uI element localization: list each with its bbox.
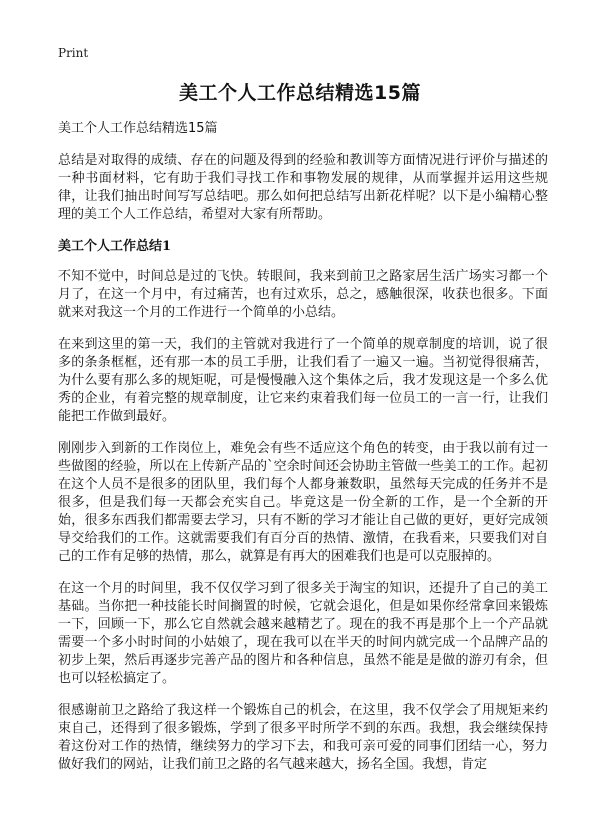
article-body bbox=[58, 120, 548, 788]
paragraph: 刚刚步入到新的工作岗位上，难免会有些不适应这个角色的转变，由于我以前有过一些做图的经验，所以在上传新产品的`空余时间还会协助主管做一些美工的工作。起初在这个人员不是很多的团队里，我们每个人都身兼数职，虽然每天完成的任务并不是很多，但是我们每一天都会充实自己。毕竟这是一份全新的工作，是一个全新的开始，很多东西我们都需要去学习，只有不断的学习才能让自己做的更好，更好完成领导交给我们的工作。这就需要我们有百分百的热情、激情，在我看来，只要我们对自己的工作有足够的热情，那么，就算是有再大的困难我们也是可以克服掉的。 bbox=[58, 441, 548, 564]
paragraph: 不知不觉中，时间总是过的飞快。转眼间，我来到前卫之路家居生活广场实习都一个月了，在这一个月中，有过痛苦，也有过欢乐，总之，感触很深，收获也很多。下面就来对我这一个月的工作进行一个简单的小总结。 bbox=[58, 269, 548, 320]
article-subtitle: 美工个人工作总结精选15篇 bbox=[58, 121, 218, 136]
page-title: 美工个人工作总结精选15篇 bbox=[179, 82, 421, 104]
paragraph: 很感谢前卫之路给了我这样一个锻炼自己的机会，在这里，我不仅学会了用规矩来约束自己，还得到了很多锻炼，学到了很多平时所学不到的东西。我想，我会继续保持着这份对工作的热情，继续努力的学习下去，和我可亲可爱的同事们团结一心，努力做好我们的网站，让我们前卫之路的名气越来越大，扬名全国。我想，肯定 bbox=[58, 703, 548, 772]
print-link[interactable]: Print bbox=[58, 46, 89, 60]
paragraph: 在这一个月的时间里，我不仅仅学习到了很多关于淘宝的知识，还提升了自己的美工基础。当你把一种技能长时间搁置的时候，它就会退化，但是如果你经常拿回来锻炼一下，回顾一下，那么它自然就会越来越精艺了。现在的我不再是那个上一个产品就需要一个多小时时间的小姑娘了，现在我可以在半天的时间内就完成一个品牌产品的初步上架，然后再逐步完善产品的图片和各种信息，虽然不能是是做的游刃有余，但也可以轻松搞定了。 bbox=[58, 581, 548, 686]
section-heading: 美工个人工作总结1 bbox=[58, 239, 172, 254]
intro-paragraph: 总结是对取得的成绩、存在的问题及得到的经验和教训等方面情况进行评价与描述的一种书面材料，它有助于我们寻找工作和事物发展的规律，从而掌握并运用这些规律，让我们抽出时间写写总结吧。那么如何把总结写出新花样呢？以下是小编精心整理的美工个人工作总结，希望对大家有所帮助。 bbox=[58, 153, 548, 222]
paragraph: 在来到这里的第一天，我们的主管就对我进行了一个简单的规章制度的培训，说了很多的条条框框，还有那一本的员工手册，让我们看了一遍又一遍。当初觉得很痛苦，为什么要有那么多的规矩呢，可是慢慢融入这个集体之后，我才发现这是一个多么优秀的企业，有着完整的规章制度，让它来约束着我们每一位员工的一言一行，让我们能把工作做到最好。 bbox=[58, 337, 548, 424]
